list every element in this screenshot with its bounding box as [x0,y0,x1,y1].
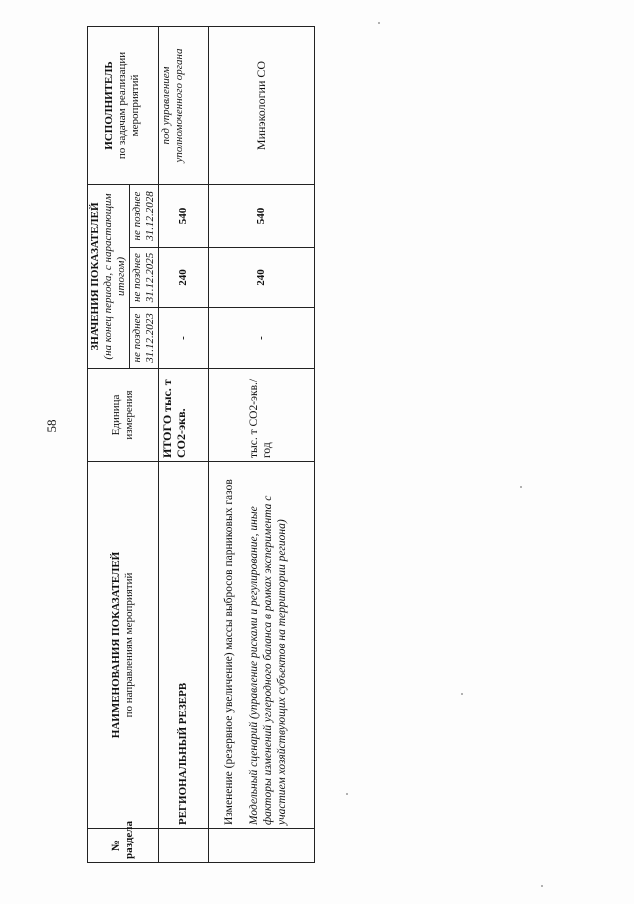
scan-speck [541,885,543,887]
header-section-no: № раздела [88,829,159,863]
rotated-table-wrapper [87,27,315,863]
row-unit-emissions: тыс. т СО2-экв./год [208,369,314,462]
header-indicator-title: НАИМЕНОВАНИЯ ПОКАЗАТЕЛЕЙ [109,551,122,739]
row-value-2028: 540 [208,185,314,248]
header-values [88,185,130,369]
table-row-emissions [208,27,314,863]
row-unit-total: ИТОГО тыс. т СО2-экв. [158,369,208,462]
scan-speck [378,22,380,24]
row-section-no [208,829,314,863]
header-executor-subtitle: по задачам реализации мероприятий [116,51,142,160]
table-row-total [158,27,208,863]
row-value-2023: - [158,308,208,369]
header-indicator-name [88,462,159,829]
row-value-2028: 540 [158,185,208,248]
row-name-note: Модельный сценарий (управление рисками и регулирование, иные факторы изменений углеродного баланса в рамках эксперимента с участием хозяйствующих субъектов на территории региона) [248,495,288,825]
row-name-emissions [208,462,314,829]
row-value-2025: 240 [158,248,208,308]
header-indicator-subtitle: по направлениям мероприятий [122,572,135,718]
row-value-2023: - [208,308,314,369]
header-period-2025: не позднее 31.12.2025 [129,248,158,308]
row-value-2025: 240 [208,248,314,308]
scan-speck [520,486,522,488]
row-executor-authority: под управлением уполномоченного органа [158,27,208,185]
row-executor-ministry: Минэкологии СО [208,27,314,185]
header-period-2023: не позднее 31.12.2023 [129,308,158,369]
header-period-2028: не позднее 31.12.2028 [129,185,158,248]
row-name-main: Изменение (резервное увеличение) массы выбросов парниковых газов [222,479,235,825]
header-values-subtitle: (на конец периода, с нарастающим итогом) [101,193,127,360]
scan-speck [346,793,348,795]
header-unit: Единица измерения [88,369,159,462]
row-section-no [158,829,208,863]
indicators-table [87,26,315,863]
header-executor-title: ИСПОЛНИТЕЛЬ [103,61,116,150]
row-name-regional-reserve: РЕГИОНАЛЬНЫЙ РЕЗЕРВ [158,462,208,829]
page-number: 58 [44,419,59,433]
header-values-title: ЗНАЧЕНИЯ ПОКАЗАТЕЛЕЙ [89,202,101,351]
header-executor [88,27,159,185]
scan-speck [461,693,463,695]
